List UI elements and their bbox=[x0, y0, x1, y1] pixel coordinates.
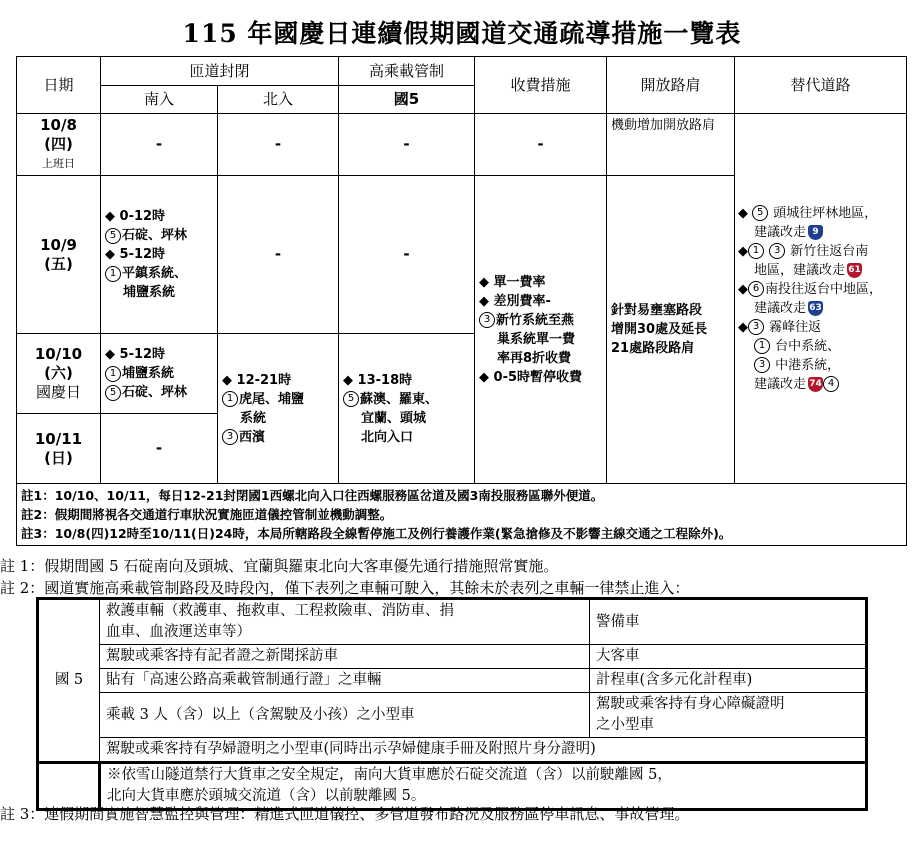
national-day-label: 國慶日 bbox=[35, 383, 81, 401]
header-north-in: 北入 bbox=[218, 86, 339, 114]
exempt-row: 駕駛或乘客持有孕婦證明之小型車(同時出示孕婦健康手冊及附照片身分證明) bbox=[100, 738, 867, 763]
hov-exempt-table bbox=[36, 597, 868, 811]
measures-table bbox=[16, 56, 907, 546]
shoulder-oct8: 機動增加開放路肩 bbox=[607, 114, 735, 176]
exempt-row: 駕駛或乘客持有身心障礙證明 之小型車 bbox=[590, 693, 867, 738]
alt-route-cell: ◆ 5 頭城往坪林地區， 建議改走 9 ◆ 1 3 新竹往返台南 地區，建議改走 61 ◆ 6 南投往返台中地區， 建議改走 63 ◆ 3 霧峰往返 1 台中系統、 3 中港系統， 建議改走 74 4 bbox=[735, 114, 907, 484]
hov-oct10: ◆ 13-18時 5 蘇澳、羅東、 宜蘭、頭城 北向入口 bbox=[339, 334, 475, 484]
shoulder-measures: 針對易壅塞路段 增開30處及延長 21處路段路肩 bbox=[607, 176, 735, 484]
exempt-row: 貼有「高速公路高乘載管制通行證」之車輛 bbox=[100, 669, 590, 693]
exempt-row: 乘載 3 人（含）以上（含駕駛及小孩）之小型車 bbox=[100, 693, 590, 738]
cell-dash: - bbox=[101, 414, 218, 484]
date-oct10: 10/10 (六) 國慶日 bbox=[17, 334, 101, 414]
header-alt-route: 替代道路 bbox=[735, 57, 907, 114]
exempt-row: 救護車輛（救護車、拖救車、工程救險車、消防車、捐 血車、血液運送車等） bbox=[100, 599, 590, 645]
cell-dash: - bbox=[339, 114, 475, 176]
north-oct10: ◆ 12-21時 1 虎尾、埔鹽 系統 3 西濱 bbox=[218, 334, 339, 484]
exempt-label: 國 5 bbox=[38, 599, 100, 763]
date-oct11: 10/11 (日) bbox=[17, 414, 101, 484]
table-notes: 註1：10/10、10/11，每日12-21封閉國1西螺北向入口往西螺服務區岔道及國3南投服務區聯外便道。 註2：假期間將視各交通道行車狀況實施匝道儀控管制並機動調整。 註3：10/8(四)12時至10/11(日)24時，本局所轄路段全線暫停施工及例行養護作業(緊急搶修及不影響主線交通之工程除外)。 bbox=[17, 484, 907, 546]
header-nat5: 國5 bbox=[339, 86, 475, 114]
note-1: 註 1：假期間國 5 石碇南向及頭城、宜蘭與羅東北向大客車優先通行措施照常實施。 bbox=[0, 557, 559, 575]
toll-measures: ◆ 單一費率 ◆ 差別費率- 3 新竹系統至燕 巢系統單一費 率再8折收費 ◆ 0-5時暫停收費 bbox=[475, 176, 607, 484]
cell-dash: - bbox=[475, 114, 607, 176]
header-date: 日期 bbox=[17, 57, 101, 114]
note-3: 註 3：連假期間實施智慧監控與管理：精進式匝道儀控、多管道發布路況及服務區停車訊息、事故管理。 bbox=[0, 805, 690, 823]
south-oct10: ◆ 5-12時 1 埔鹽系統 5 石碇、坪林 bbox=[101, 334, 218, 414]
cell-dash: - bbox=[218, 176, 339, 334]
exempt-row: 駕駛或乘客持有記者證之新聞採訪車 bbox=[100, 645, 590, 669]
cell-dash: - bbox=[339, 176, 475, 334]
cell-dash: - bbox=[218, 114, 339, 176]
header-hov: 高乘載管制 bbox=[339, 57, 475, 86]
route-4-icon: 4 bbox=[823, 376, 839, 392]
header-shoulder: 開放路肩 bbox=[607, 57, 735, 114]
route-shield-icon: 61 bbox=[847, 263, 862, 278]
exempt-row: 警備車 bbox=[590, 599, 867, 645]
workday-note: 上班日 bbox=[42, 157, 75, 170]
exempt-row: 計程車(含多元化計程車) bbox=[590, 669, 867, 693]
page-title: 115 年國慶日連續假期國道交通疏導措施一覽表 bbox=[182, 19, 742, 48]
header-ramp-closure: 匝道封閉 bbox=[101, 57, 339, 86]
snow-tunnel-note: ※依雪山隧道禁行大貨車之安全規定，南向大貨車應於石碇交流道（含）以前駛離國 5， 北向大貨車應於頭城交流道（含）以前駛離國 5。 bbox=[100, 763, 867, 810]
note-2: 註 2：國道實施高乘載管制路段及時段內，僅下表列之車輛可駛入，其餘未於表列之車輛一律禁止進入： bbox=[0, 579, 690, 597]
cell-dash: - bbox=[101, 114, 218, 176]
header-south-in: 南入 bbox=[101, 86, 218, 114]
header-toll: 收費措施 bbox=[475, 57, 607, 114]
exempt-row: 大客車 bbox=[590, 645, 867, 669]
date-oct8: 10/8 (四) 上班日 bbox=[17, 114, 101, 176]
route-shield-icon: 9 bbox=[808, 225, 823, 240]
route-shield-icon: 63 bbox=[808, 301, 823, 316]
south-oct9: ◆ 0-12時 5 石碇、坪林 ◆ 5-12時 1 平鎮系統、 埔鹽系統 bbox=[101, 176, 218, 334]
date-oct9: 10/9 (五) bbox=[17, 176, 101, 334]
route-shield-icon: 74 bbox=[808, 377, 823, 392]
